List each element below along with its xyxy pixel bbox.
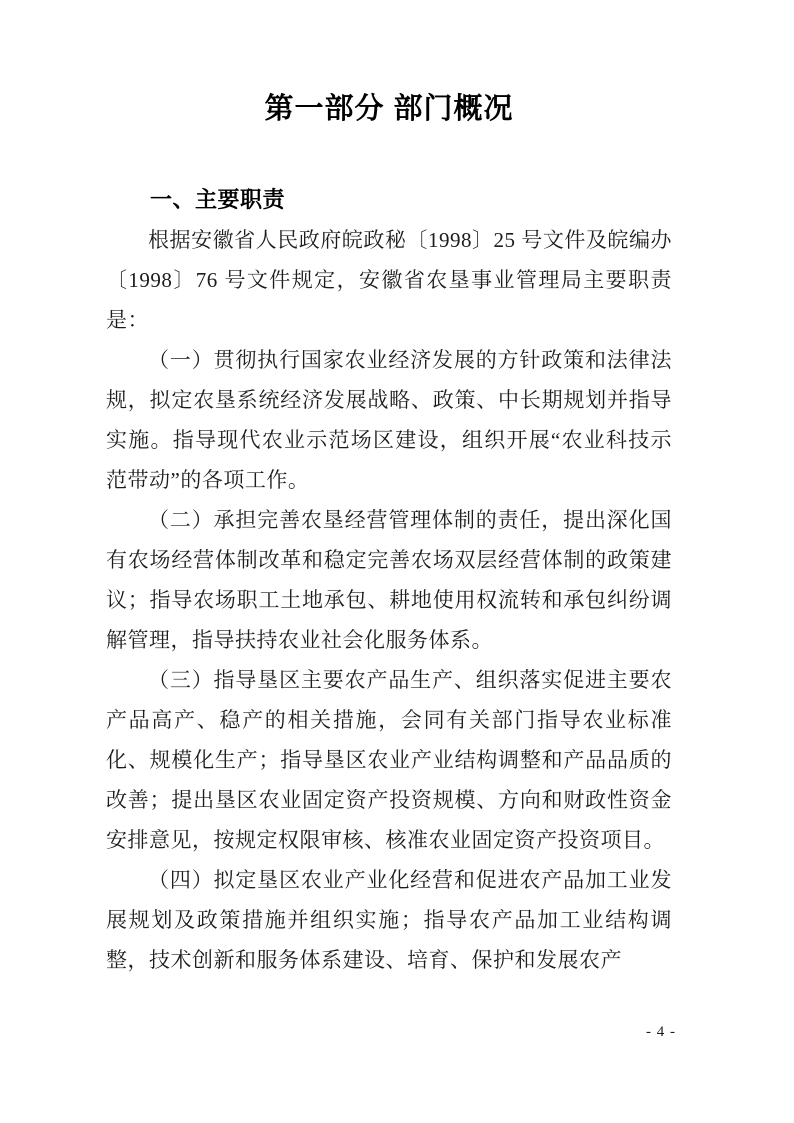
paragraph-intro: 根据安徽省人民政府皖政秘〔1998〕25 号文件及皖编办〔1998〕76 号文件规定，安徽省农垦事业管理局主要职责是： [106,228,672,332]
paragraph-duty-1: （一）贯彻执行国家农业经济发展的方针政策和法律法规，拟定农垦系统经济发展战略、政策、中长期规划并指导实施。指导现代农业示范场区建设，组织开展“农业科技示范带动”的各项工作。 [106,348,672,492]
paragraph-duty-3: （三）指导垦区主要农产品生产、组织落实促进主要农产品高产、稳产的相关措施，会同有关部门指导农业标准化、规模化生产；指导垦区农业产业结构调整和产品品质的改善；提出垦区农业固定资产投资规模、方向和财政性资金安排意见，按规定权限审核、核准农业固定资产投资项目。 [106,668,672,852]
page-number: - 4 - [646,1024,676,1040]
paragraph-duty-2: （二）承担完善农垦经营管理体制的责任，提出深化国有农场经营体制改革和稳定完善农场双层经营体制的政策建议；指导农场职工土地承包、耕地使用权流转和承包纠纷调解管理，指导扶持农业社会化服务体系。 [106,508,672,652]
section-heading: 一、主要职责 [150,187,286,212]
document-title: 第一部分 部门概况 [264,93,514,125]
paragraph-duty-4: （四）拟定垦区农业产业化经营和促进农产品加工业发展规划及政策措施并组织实施；指导农产品加工业结构调整，技术创新和服务体系建设、培育、保护和发展农产 [106,868,672,972]
